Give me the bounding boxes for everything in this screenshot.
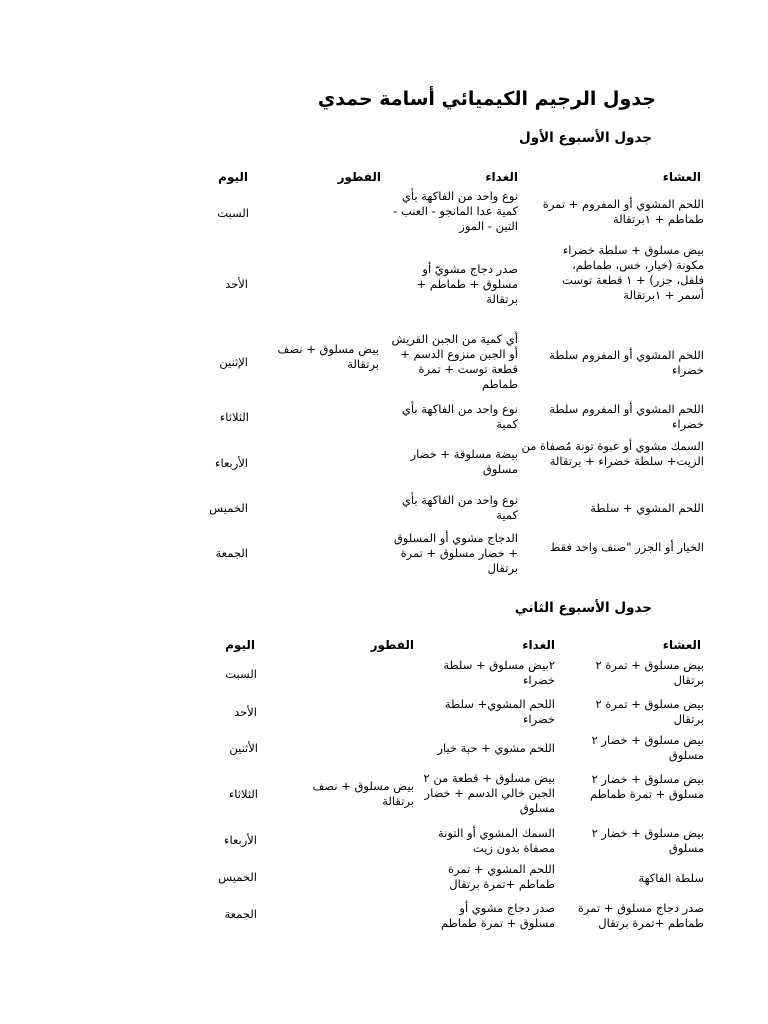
week1-heading: جدول الأسبوع الأول (519, 130, 652, 146)
week1-dinner-sun: بيض مسلوق + سلطة خضراء مكونة (خيار، خس، طماطم، فلفل، جزر) + ١ قطعة توست أسمر + ١برتقالة (562, 243, 704, 302)
week2-dinner-thu: سلطة الفاكهة (638, 871, 704, 885)
week1-dinner-wed: السمك مشوي أو عبوة تونة مُصفاة من الزيت+ سلطة خضراء + برتقالة (521, 439, 704, 468)
week1-dinner-thu: اللحم المشوي + سلطة (590, 501, 704, 515)
week2-heading: جدول الأسبوع الثاني (514, 600, 652, 616)
document-title: جدول الرجيم الكيميائي أسامة حمدي (317, 88, 656, 110)
week2-header-breakfast: الفطور (370, 638, 414, 652)
week1-day-tue: الثلاثاء (219, 410, 249, 424)
week1-dinner-mon: اللحم المشوي أو المفروم سلطة خضراء (549, 348, 704, 377)
week1-day-thu: الخميس (209, 501, 248, 515)
week2-dinner-sun: بيض مسلوق + تمرة ٢ برتقال (595, 697, 704, 726)
week2-dinner-fri: صدر دجاج مسلوق + تمرة طماطم +تمرة برتقال (577, 901, 704, 930)
week1-day-wed: الأربعاء (215, 456, 248, 470)
week1-day-fri: الجمعة (215, 546, 248, 560)
week1-header-lunch: الغداء (485, 170, 518, 184)
week2-header-day: اليوم (225, 638, 255, 652)
week2-day-wed: الأربعاء (224, 833, 257, 847)
week2-lunch-tue: بيض مسلوق + قطعة من ٢ الجبن خالي الدسم + خضار مسلوق (423, 771, 555, 815)
week2-lunch-thu: اللحم المشوي + تمرة طماطم +تمرة برتقال (448, 862, 555, 891)
week2-lunch-fri: صدر دجاج مشوي أو مسلوق + تمرة طماطم (440, 901, 555, 930)
week2-dinner-sat: بيض مسلوق + تمرة ٢ برتقال (595, 658, 704, 687)
week1-lunch-thu: نوع واحد من الفاكهة بأي كمية (401, 493, 518, 522)
week1-breakfast-mon: بيض مسلوق + نصف برتقالة (277, 342, 379, 371)
week2-lunch-mon: اللحم مشوي + حبة خيار (437, 741, 555, 755)
week2-dinner-wed: بيض مسلوق + خضار ٢ مسلوق (591, 826, 704, 855)
week1-day-sat: السبت (217, 206, 249, 220)
week1-dinner-fri: الخيار أو الجزر "صنف واحد فقط (549, 540, 704, 554)
week1-header-breakfast: الفطور (337, 170, 381, 184)
week2-header-dinner: العشاء (662, 638, 701, 652)
week1-lunch-sat: نوع واحد من الفاكهة بأي كمية عدا المانجو - العنب - التين - الموز (393, 189, 518, 233)
week1-dinner-sat: اللحم المشوي أو المفروم + تمرة طماطم + ١برتقالة (542, 197, 704, 226)
week2-day-mon: الأثنين (229, 741, 258, 755)
week1-lunch-sun: صدر دجاج مشويّ أو مسلوق + طماطم + برتقالة (416, 262, 518, 306)
week2-header-lunch: الغداء (522, 638, 555, 652)
week2-day-sun: الأحد (234, 705, 257, 719)
week2-dinner-mon: بيض مسلوق + خضار ٢ مسلوق (591, 733, 704, 762)
week1-day-sun: الأحد (225, 277, 248, 291)
week1-lunch-mon: أي كمية من الجبن القريش أو الجبن منزوع الدسم + قطعة توست + تمرة طماطم (391, 332, 518, 391)
week2-day-thu: الخميس (218, 870, 257, 884)
week2-dinner-tue: بيض مسلوق + خضار ٢ مسلوق + تمرة طماطم (589, 772, 704, 801)
week2-lunch-sat: ٢بيض مسلوق + سلطة خضراء (443, 658, 555, 687)
week2-lunch-wed: السمك المشوي أو التونة مصفاة بدون زيت (437, 826, 555, 855)
week2-day-tue: الثلاثاء (228, 787, 258, 801)
week1-header-day: اليوم (218, 170, 248, 184)
week2-day-sat: السبت (225, 667, 257, 681)
week1-header-dinner: العشاء (662, 170, 701, 184)
week1-lunch-tue: نوع واحد من الفاكهة بأي كمية (401, 402, 518, 431)
week2-day-fri: الجمعة (224, 907, 257, 921)
week1-day-mon: الإثنين (219, 355, 248, 369)
week1-dinner-tue: اللحم المشوي أو المفروم سلطة خضراء (549, 402, 704, 431)
week1-lunch-fri: الدجاج مشوي أو المسلوق + خضار مسلوق + تمرة برتقال (393, 531, 518, 575)
week2-breakfast-tue: بيض مسلوق + نصف برتقالة (312, 779, 414, 808)
week2-lunch-sun: اللحم المشوي+ سلطة خضراء (444, 697, 555, 726)
week1-lunch-wed: بيضة مسلوقة + خضار مسلوق (410, 447, 518, 476)
